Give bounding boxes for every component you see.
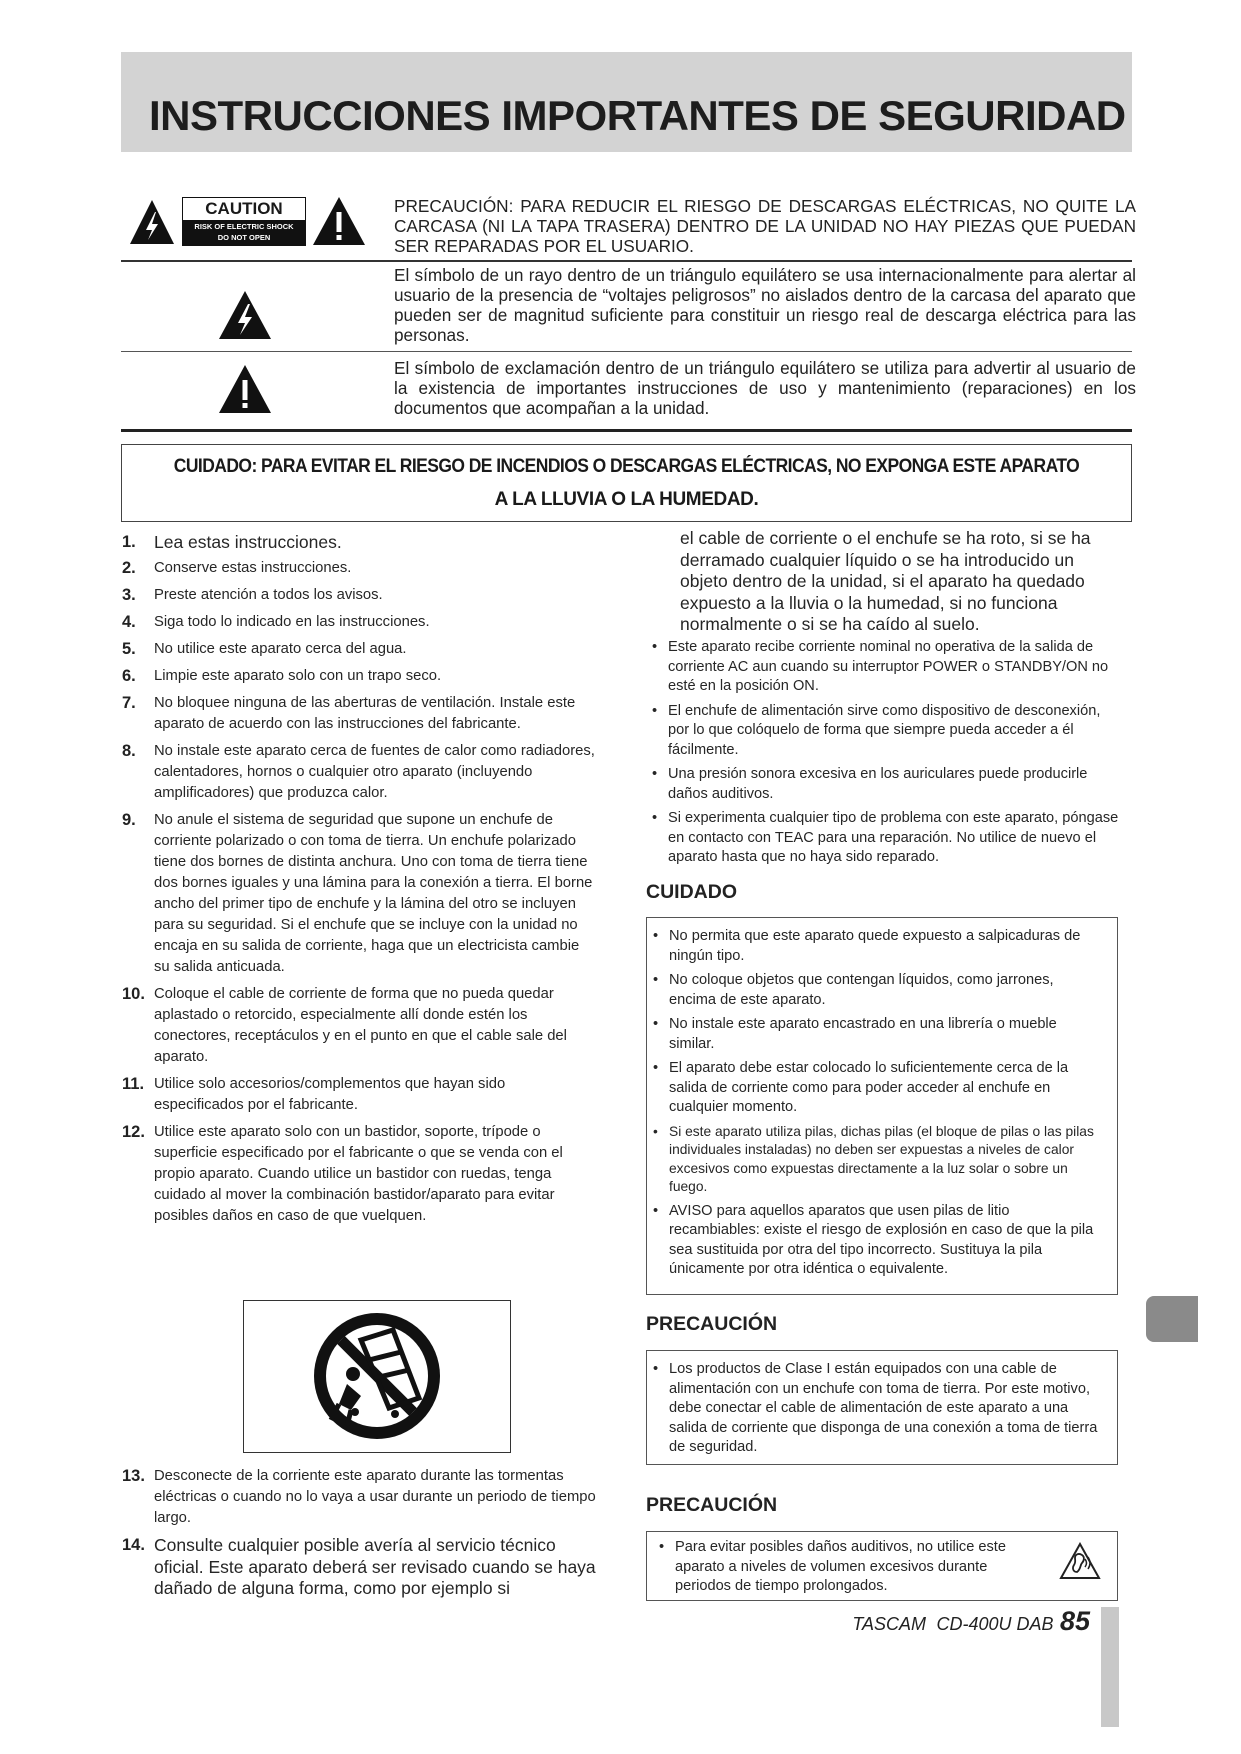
footer [850, 1606, 1090, 1637]
list-item: 9. No anule el sistema de seguridad que supone un enchufe de corriente polarizado o con toma de tierra. Un enchufe polarizado tiene dos bornes de distinta anchura. Uno con toma de tierra tiene dos bornes iguales y una lámina para la conexión a tierra. El borne ancho del primer tipo de enchufe y la lámina del otro se incluyen para su seguridad. Si el enchufe que se incluye con la unidad no encaja en su salida de corriente, haga que un electricista cambie su salida anticuada. [122, 810, 593, 975]
list-item: 11. Utilice solo accesorios/complementos que hayan sido especificados por el fabricante. [122, 1074, 506, 1113]
instructions-list-cont [122, 1466, 597, 1600]
precaucion-list-2 [653, 1538, 1038, 1602]
caution-label [182, 197, 306, 246]
side-tab [1146, 1296, 1198, 1342]
list-item: 6. Limpie este aparato solo con un trapo seco. [122, 666, 442, 685]
divider [121, 351, 1132, 352]
page-title: INSTRUCCIONES IMPORTANTES DE SEGURIDAD [149, 92, 1126, 139]
list-item: • No instale este aparato encastrado en una librería o mueble similar. [647, 1015, 1103, 1054]
list-item: • No permita que este aparato quede expuesto a salpicaduras de ningún tipo. [647, 927, 1103, 966]
footer-model: CD-400U DAB [936, 1614, 1054, 1634]
list-item: 10. Coloque el cable de corriente de forma que no pueda quedar aplastado o retorcido, especialmente allí donde estén los conectores, receptáculos y en el punto en que el cable sale del aparato. [122, 984, 567, 1065]
list-item: 1. Lea estas instrucciones. [122, 532, 342, 552]
caution-label-sub1: RISK OF ELECTRIC SHOCK [194, 222, 294, 231]
lightning-warning-icon [128, 198, 176, 246]
precaucion-heading-2: PRECAUCIÓN [646, 1494, 778, 1516]
fire-warning-line2: A LA LLUVIA O LA HUMEDAD. [494, 489, 759, 510]
footer-brand: TASCAM [852, 1614, 926, 1634]
precaucion-heading-1: PRECAUCIÓN [646, 1313, 778, 1335]
fire-warning-line1: CUIDADO: PARA EVITAR EL RIESGO DE INCENDIOS O DESCARGAS ELÉCTRICAS, NO EXPONGA ESTE APARATO [173, 456, 1080, 477]
extra-bullet-list [646, 638, 1121, 873]
side-strip [1101, 1607, 1119, 1727]
list-item: • Si experimenta cualquier tipo de problema con este aparato, póngase en contacto con TEAC para una reparación. No utilice de nuevo el aparato hasta que no haya sido reparado. [646, 809, 1121, 868]
list-item: • Este aparato recibe corriente nominal no operativa de la salida de corriente AC aun cuando su interruptor POWER o STANDBY/ON no esté en la posición ON. [646, 638, 1121, 697]
cuidado-heading: CUIDADO [646, 881, 737, 903]
warning-text-3: El símbolo de exclamación dentro de un triángulo equilátero se utiliza para advertir al usuario de la existencia de importantes instrucciones de uso y mantenimiento (reparaciones) en los documentos que acompañan a la unidad. [394, 358, 1136, 418]
list-item: • AVISO para aquellos aparatos que usen pilas de litio recambiables: existe el riesgo de explosión en caso de que la pila sea sustituida por otra del tipo incorrecto. Sustituya la pila únicamente por otra idéntica o equivalente. [647, 1202, 1103, 1280]
cart-tip-over-icon [243, 1300, 511, 1453]
warning-text-2: El símbolo de un rayo dentro de un triángulo equilátero se usa internacionalmente para alertar al usuario de la presencia de “voltajes peligrosos” no aislados dentro de la carcasa del aparato que pueden ser de magnitud suficiente para constituir un riesgo real de descarga eléctrica para las personas. [394, 265, 1136, 345]
cuidado-list [647, 927, 1103, 1285]
title-bar [121, 52, 1132, 152]
list-item: • Una presión sonora excesiva en los auriculares puede producirle daños auditivos. [646, 765, 1121, 804]
list-item: • El aparato debe estar colocado lo suficientemente cerca de la salida de corriente como para poder acceder al enchufe en cualquier momento. [647, 1059, 1103, 1118]
list-item: 4. Siga todo lo indicado en las instrucciones. [122, 612, 430, 631]
caution-label-sub2: DO NOT OPEN [217, 233, 271, 242]
fire-warning-box [121, 444, 1132, 522]
precaucion-list-1 [647, 1360, 1103, 1463]
list-item: • Para evitar posibles daños auditivos, no utilice este aparato a niveles de volumen excesivos durante periodos de tiempo prolongados. [653, 1538, 1038, 1597]
list-item: 5. No utilice este aparato cerca del agua. [122, 639, 407, 658]
list-item: 2. Conserve estas instrucciones. [122, 558, 352, 577]
list-item: • Si este aparato utiliza pilas, dichas pilas (el bloque de pilas o las pilas individuales instaladas) no deben ser expuestas a niveles de calor excesivos como expuestas directamente a la luz solar o sobre un fuego. [647, 1123, 1103, 1197]
warning-text-1: PRECAUCIÓN: PARA REDUCIR EL RIESGO DE DESCARGAS ELÉCTRICAS, NO QUITE LA CARCASA (NI LA TAPA TRASERA) DENTRO DE LA UNIDAD NO HAY PIEZAS QUE PUEDAN SER REPARADAS POR EL USUARIO. [394, 196, 1136, 256]
exclamation-warning-icon [218, 364, 272, 414]
list-item: 12. Utilice este aparato solo con un bastidor, soporte, trípode o superficie especificado por el fabricante o que se venda con el propio aparato. Cuando utilice un bastidor con ruedas, tenga cuidado al mover la combinación bastidor/aparato para evitar posibles daños en caso de que vuelquen. [122, 1122, 563, 1224]
page-number: 85 [1059, 1606, 1090, 1636]
list-item: • El enchufe de alimentación sirve como dispositivo de desconexión, por lo que colóquelo de forma que siempre pueda acceder a él fácilmente. [646, 702, 1121, 761]
list-item: • Los productos de Clase I están equipados con una cable de alimentación con un enchufe con toma de tierra. Por este motivo, debe conectar el cable de alimentación de este aparato a una salida de corriente que disponga de una conexión a toma de tierra de seguridad. [647, 1360, 1103, 1458]
list-item: • No coloque objetos que contengan líquidos, como jarrones, encima de este aparato. [647, 971, 1103, 1010]
list-item: 7. No bloquee ninguna de las aberturas de ventilación. Instale este aparato de acuerdo con las instrucciones del fabricante. [122, 693, 576, 732]
lightning-warning-icon [218, 290, 272, 340]
precaucion-box-1 [646, 1350, 1118, 1465]
list-item: 14. Consulte cualquier posible avería al servicio técnico oficial. Este aparato deberá ser revisado cuando se haya dañado de alguna forma, como por ejemplo si [122, 1535, 596, 1598]
divider [121, 260, 1132, 262]
exclamation-warning-icon [312, 196, 366, 246]
item14-continuation: el cable de corriente o el enchufe se ha roto, si se ha derramado cualquier líquido o se ha introducido un objeto dentro de la unidad, si el aparato ha quedado expuesto a la lluvia o la humedad, si no funciona normalmente o si se ha caído al suelo. [680, 528, 1091, 634]
list-item: 13. Desconecte de la corriente este aparato durante las tormentas eléctricas o cuando no lo vaya a usar durante un periodo de tiempo largo. [122, 1467, 596, 1526]
precaucion-box-2 [646, 1531, 1118, 1601]
caution-label-group [128, 195, 368, 251]
cart-warning-figure [243, 1300, 511, 1453]
list-item: 3. Preste atención a todos los avisos. [122, 585, 383, 604]
divider [121, 429, 1132, 432]
instructions-list [122, 532, 597, 1227]
hearing-warning-icon [1059, 1542, 1101, 1580]
cuidado-box [646, 917, 1118, 1295]
caution-label-main: CAUTION [205, 199, 283, 218]
list-item: 8. No instale este aparato cerca de fuentes de calor como radiadores, calentadores, hornos o cualquier otro aparato (incluyendo amplificadores) que produzca calor. [122, 741, 595, 801]
